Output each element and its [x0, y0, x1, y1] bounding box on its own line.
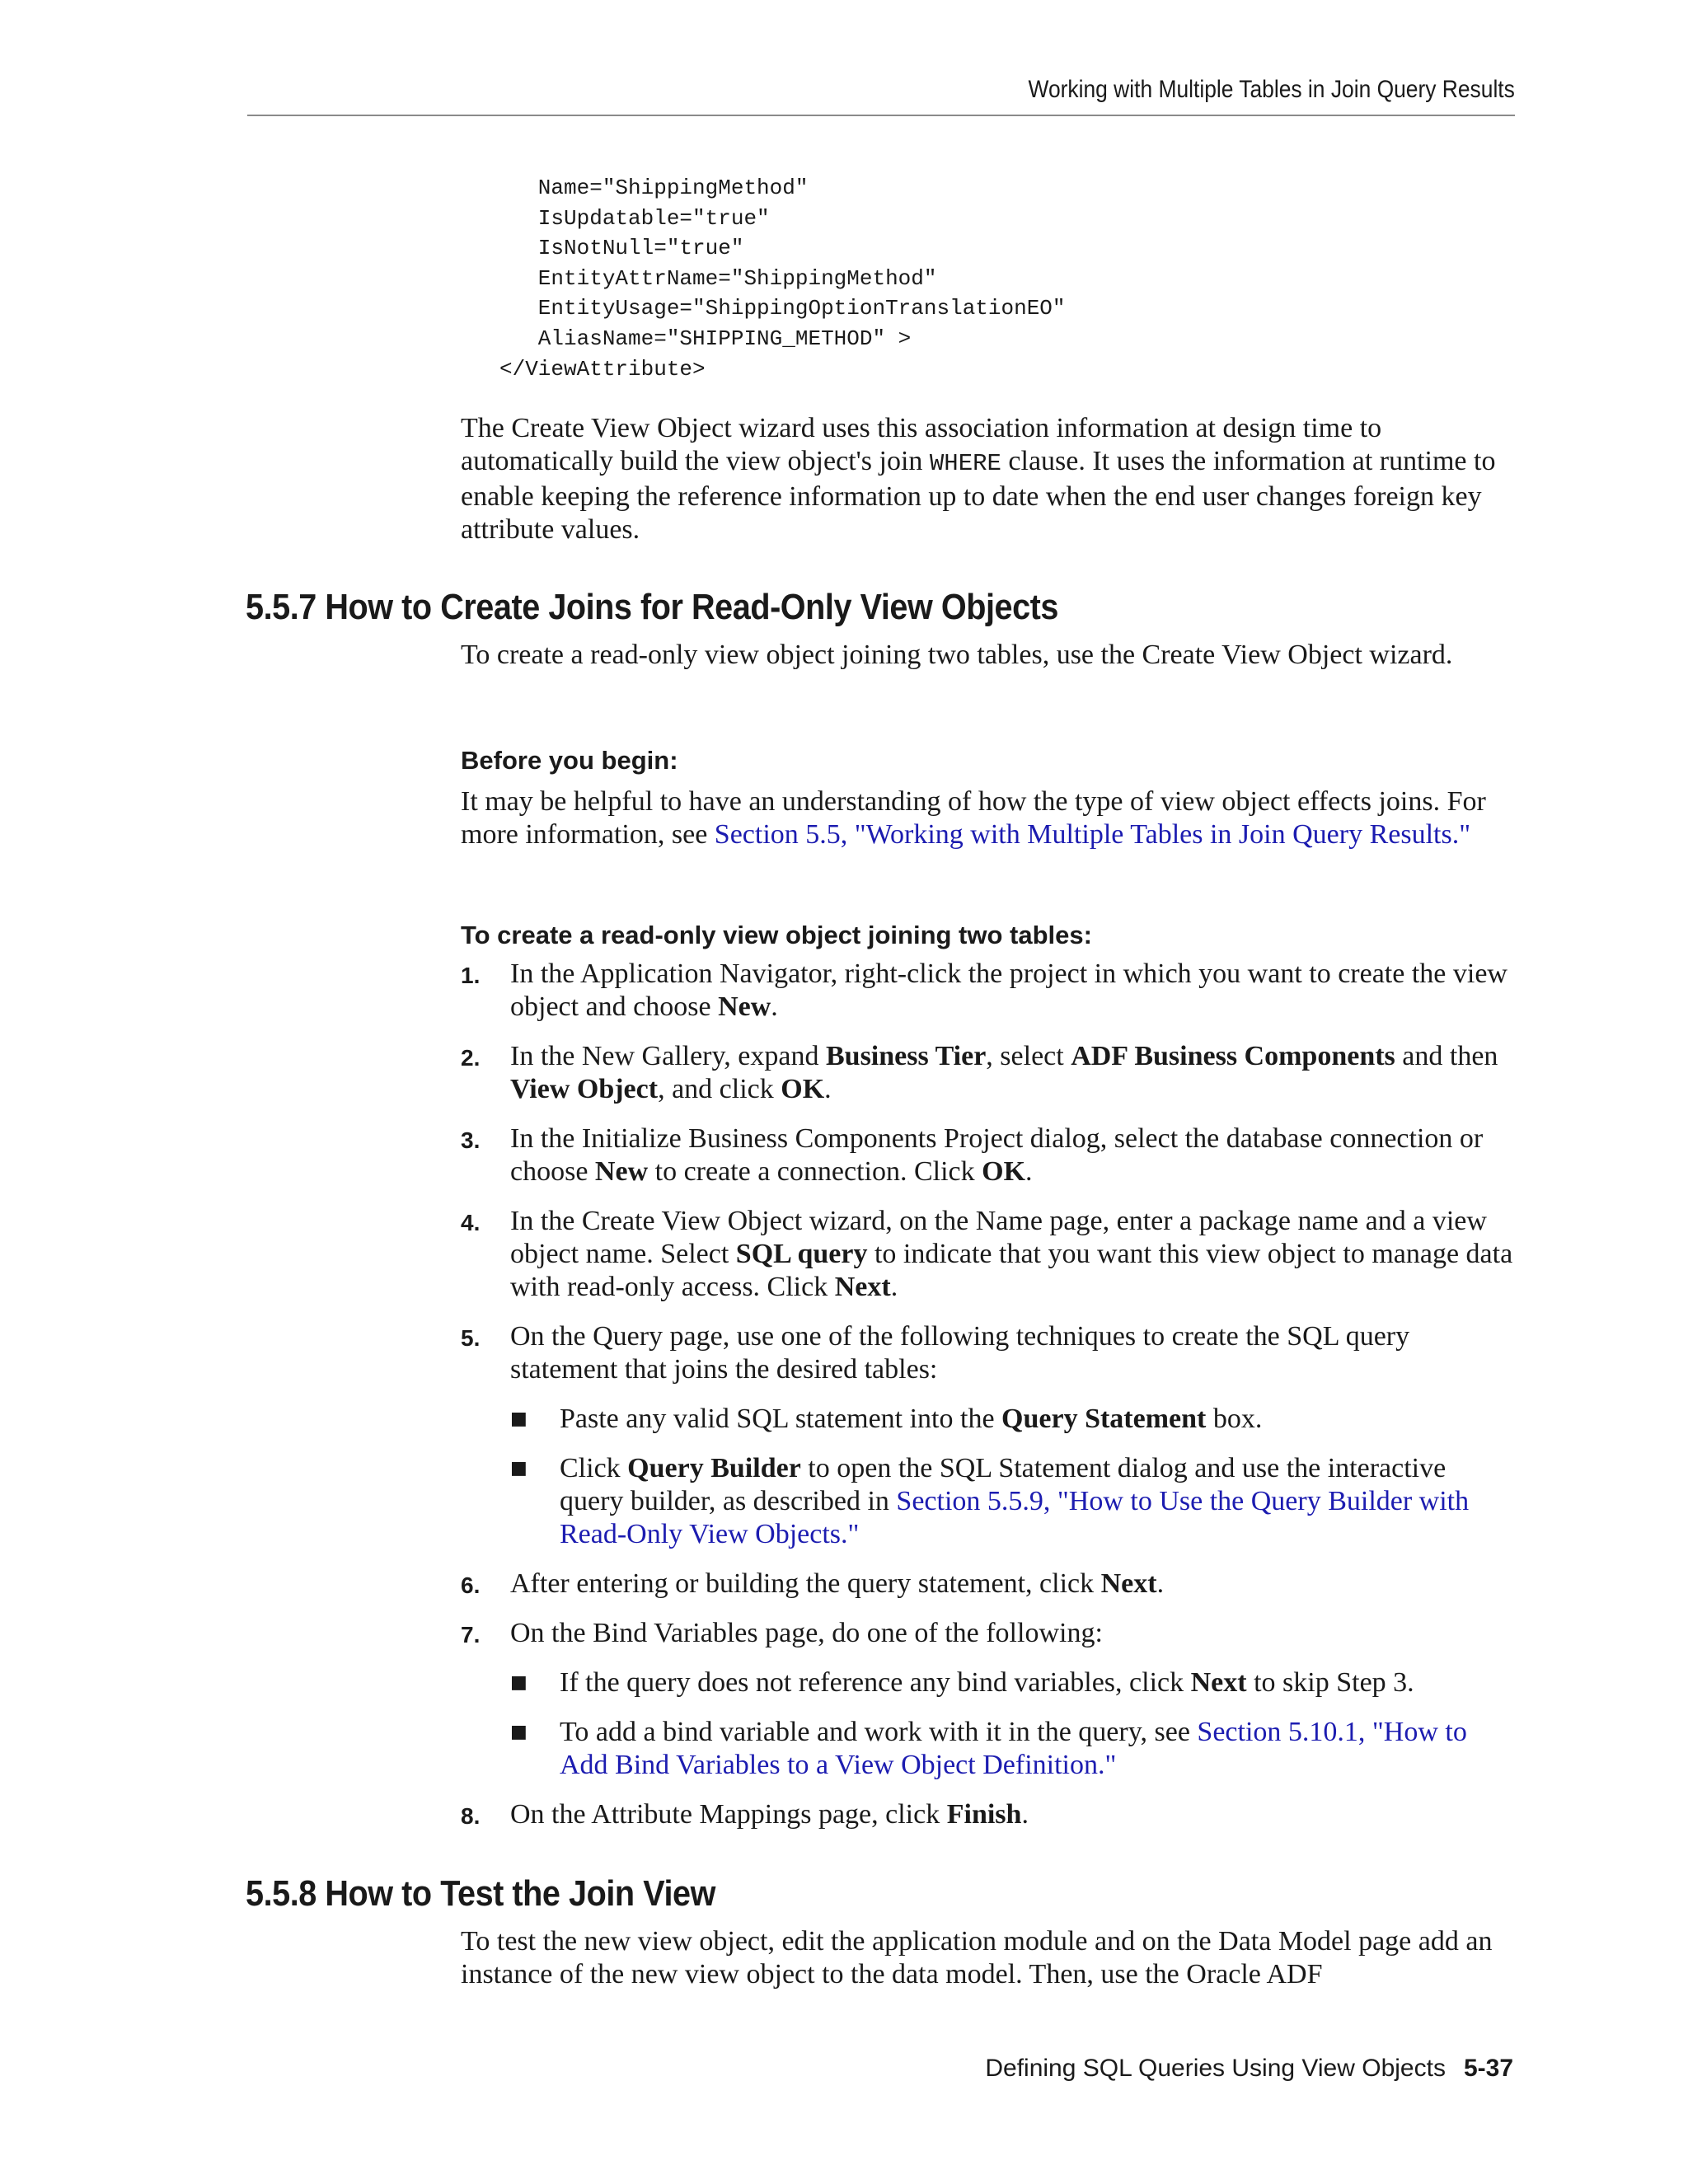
bullet-mark: ■	[510, 1722, 528, 1742]
page-footer	[985, 2055, 1513, 2083]
footer-title: Defining SQL Queries Using View Objects	[985, 2055, 1446, 2082]
step-number: 1.	[461, 963, 481, 988]
code-line: IsUpdatable="true"	[499, 205, 770, 231]
step-number: 7.	[461, 1622, 481, 1647]
running-header: Working with Multiple Tables in Join Query Results	[1028, 76, 1515, 103]
code-line: AliasName="SHIPPING_METHOD" >	[499, 326, 912, 351]
code-line: </ViewAttribute>	[499, 356, 706, 382]
bullet-mark: ■	[510, 1458, 528, 1479]
procedure-heading: To create a read-only view object joining two tables:	[461, 921, 1092, 949]
bullet-mark: ■	[510, 1672, 528, 1693]
step-number: 5.	[461, 1325, 481, 1351]
step-number: 8.	[461, 1803, 481, 1829]
code-line: Name="ShippingMethod"	[499, 176, 809, 200]
section-557-intro: To create a read-only view object joining two tables, use the Create View Object wizard.	[461, 640, 1453, 670]
code-line: IsNotNull="true"	[499, 236, 744, 261]
section-5-10-1-link[interactable]: Section 5.10.1, "How to Add Bind Variables to a View Object Definition."	[560, 1717, 1467, 1780]
code-line: EntityAttrName="ShippingMethod"	[499, 265, 937, 291]
code-block	[499, 173, 1066, 384]
code-line: EntityUsage="ShippingOptionTranslationEO"	[499, 296, 1066, 321]
step-number: 4.	[461, 1210, 481, 1235]
section-5-5-9-link[interactable]: Section 5.5.9, "How to Use the Query Builder with Read-Only View Objects."	[560, 1486, 1470, 1549]
step-number: 2.	[461, 1045, 481, 1071]
header-rule	[247, 115, 1515, 116]
section-5-5-link[interactable]: Section 5.5, "Working with Multiple Tables in Join Query Results."	[714, 819, 1471, 850]
bullet-mark: ■	[510, 1408, 528, 1429]
section-heading-558: 5.5.8 How to Test the Join View	[246, 1873, 715, 1914]
section-558-text: To test the new view object, edit the application module and on the Data Model page add an instance of the new view object to the data model. Then, use the Oracle ADF	[461, 1926, 1493, 1990]
before-you-begin-text: It may be helpful to have an understanding of how the type of view object effects joins. For more information, see Section 5.5, "Working with Multiple Tables in Join Query Results."	[461, 786, 1486, 850]
section-heading-557: 5.5.7 How to Create Joins for Read-Only View Objects	[246, 587, 1058, 627]
intro-paragraph: The Create View Object wizard uses this association information at design time to automatically build the view object's join WHERE clause. It uses the information at runtime to enable keeping the reference information up to date when the end user changes foreign key attribute values.	[461, 413, 1496, 545]
before-you-begin-heading: Before you begin:	[461, 746, 678, 775]
step-number: 6.	[461, 1572, 481, 1598]
page-number: 5-37	[1463, 2055, 1513, 2082]
inline-code: WHERE	[929, 450, 1001, 477]
step-number: 3.	[461, 1127, 481, 1153]
